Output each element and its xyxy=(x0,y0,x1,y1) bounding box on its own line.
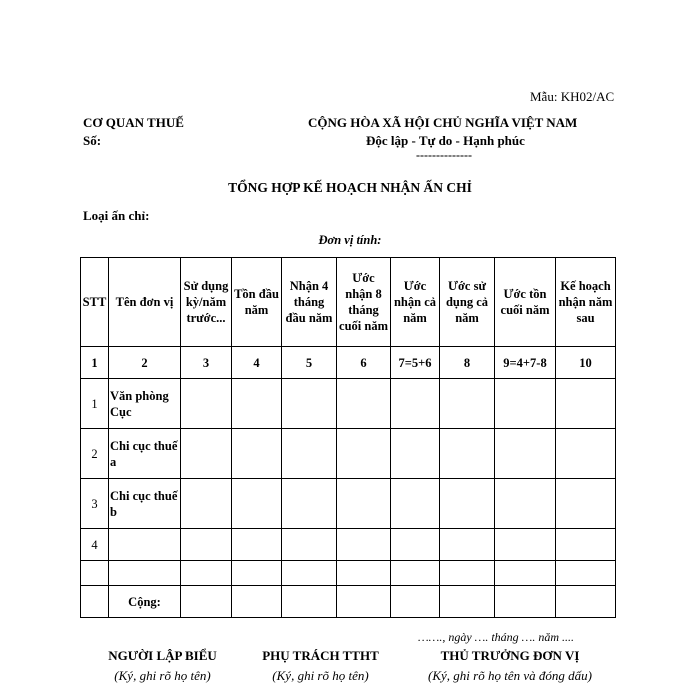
table-cell xyxy=(181,561,232,586)
signer-title: THỦ TRƯỞNG ĐƠN VỊ xyxy=(440,648,580,663)
table-cell xyxy=(495,479,556,529)
table-cell xyxy=(495,561,556,586)
signer-note: (Ký, ghi rõ họ tên) xyxy=(272,668,369,683)
table-cell xyxy=(181,379,232,429)
table-cell xyxy=(495,379,556,429)
table-cell xyxy=(440,586,495,618)
column-index: 7=5+6 xyxy=(391,347,440,379)
table-cell xyxy=(391,429,440,479)
table-cell xyxy=(391,479,440,529)
table-cell xyxy=(81,586,109,618)
row-unit-name: Chi cục thuế a xyxy=(109,429,181,479)
national-motto: Độc lập - Tự do - Hạnh phúc xyxy=(366,133,525,148)
header-unit-name: Tên đơn vị xyxy=(109,258,181,347)
header-opening-stock: Tồn đầu năm xyxy=(232,258,282,347)
table-cell xyxy=(495,429,556,479)
table-cell xyxy=(337,379,391,429)
table-cell xyxy=(337,429,391,479)
row-unit-name: Chi cục thuế b xyxy=(109,479,181,529)
table-cell xyxy=(232,529,282,561)
column-index: 5 xyxy=(282,347,337,379)
table-row xyxy=(81,479,616,529)
table-cell xyxy=(391,529,440,561)
form-code: Mẫu: KH02/AC xyxy=(530,89,615,104)
signer-note: (Ký, ghi rõ họ tên) xyxy=(114,668,211,683)
table-cell xyxy=(232,379,282,429)
signature-head-of-unit xyxy=(405,648,615,684)
row-stt: 1 xyxy=(81,379,109,429)
table-row xyxy=(81,379,616,429)
table-cell xyxy=(556,379,616,429)
signer-note: (Ký, ghi rõ họ tên và đóng dấu) xyxy=(428,668,592,683)
table-cell xyxy=(391,561,440,586)
table-cell xyxy=(440,561,495,586)
table-cell xyxy=(556,479,616,529)
column-index: 1 xyxy=(81,347,109,379)
column-index: 3 xyxy=(181,347,232,379)
table-cell xyxy=(232,479,282,529)
table-cell xyxy=(282,429,337,479)
table-cell xyxy=(282,479,337,529)
table-cell xyxy=(440,479,495,529)
report-title: TỔNG HỢP KẾ HOẠCH NHẬN ẤN CHỈ xyxy=(228,180,472,195)
header-est-received-year: Ước nhận cả năm xyxy=(391,258,440,347)
table-row xyxy=(81,429,616,479)
table-cell xyxy=(282,529,337,561)
table-cell xyxy=(337,586,391,618)
table-cell xyxy=(232,561,282,586)
signature-preparer xyxy=(90,648,235,684)
header-prior-usage: Sử dụng kỳ/năm trước... xyxy=(181,258,232,347)
table-cell xyxy=(556,561,616,586)
column-index: 9=4+7-8 xyxy=(495,347,556,379)
row-stt: 4 xyxy=(81,529,109,561)
table-cell xyxy=(556,586,616,618)
plan-table xyxy=(80,257,616,618)
table-cell xyxy=(556,429,616,479)
row-stt xyxy=(81,561,109,586)
table-cell xyxy=(337,529,391,561)
table-header-row xyxy=(81,258,616,347)
column-index: 2 xyxy=(109,347,181,379)
table-cell xyxy=(282,561,337,586)
table-cell xyxy=(232,586,282,618)
signer-title: PHỤ TRÁCH TTHT xyxy=(262,648,379,663)
total-row xyxy=(81,586,616,618)
table-cell xyxy=(181,586,232,618)
header-stt: STT xyxy=(81,258,109,347)
column-index: 10 xyxy=(556,347,616,379)
column-index: 6 xyxy=(337,347,391,379)
document-number-label: Số: xyxy=(83,133,102,148)
signature-supervisor xyxy=(248,648,393,684)
table-cell xyxy=(495,529,556,561)
header-est-received-8-months: Ước nhận 8 tháng cuối năm xyxy=(337,258,391,347)
motto-divider: -------------- xyxy=(416,148,472,162)
header-next-year-plan: Kế hoạch nhận năm sau xyxy=(556,258,616,347)
table-cell xyxy=(556,529,616,561)
row-unit-name xyxy=(109,561,181,586)
table-cell xyxy=(391,379,440,429)
row-unit-name: Văn phòng Cục xyxy=(109,379,181,429)
table-row xyxy=(81,529,616,561)
table-cell xyxy=(440,529,495,561)
column-index-row xyxy=(81,347,616,379)
table-cell xyxy=(495,586,556,618)
header-est-usage-year: Ước sử dụng cả năm xyxy=(440,258,495,347)
table-cell xyxy=(337,561,391,586)
total-label: Cộng: xyxy=(109,586,181,618)
row-stt: 2 xyxy=(81,429,109,479)
column-index: 8 xyxy=(440,347,495,379)
date-line: ……., ngày …. tháng …. năm .... xyxy=(418,630,575,644)
signer-title: NGƯỜI LẬP BIỂU xyxy=(108,648,217,663)
agency-name: CƠ QUAN THUẾ xyxy=(83,115,184,130)
national-title: CỘNG HÒA XÃ HỘI CHỦ NGHĨA VIỆT NAM xyxy=(308,115,578,130)
table-cell xyxy=(181,479,232,529)
row-stt: 3 xyxy=(81,479,109,529)
column-index: 4 xyxy=(232,347,282,379)
table-row xyxy=(81,561,616,586)
table-cell xyxy=(440,379,495,429)
table-cell xyxy=(282,586,337,618)
table-cell xyxy=(232,429,282,479)
unit-label: Đơn vị tính: xyxy=(318,233,382,247)
table-cell xyxy=(181,529,232,561)
table-cell xyxy=(391,586,440,618)
table-cell xyxy=(337,479,391,529)
header-received-4-months: Nhận 4 tháng đầu năm xyxy=(282,258,337,347)
table-cell xyxy=(181,429,232,479)
header-est-closing-stock: Ước tồn cuối năm xyxy=(495,258,556,347)
table-cell xyxy=(440,429,495,479)
table-cell xyxy=(282,379,337,429)
row-unit-name xyxy=(109,529,181,561)
document-type-label: Loại ấn chỉ: xyxy=(83,208,150,223)
